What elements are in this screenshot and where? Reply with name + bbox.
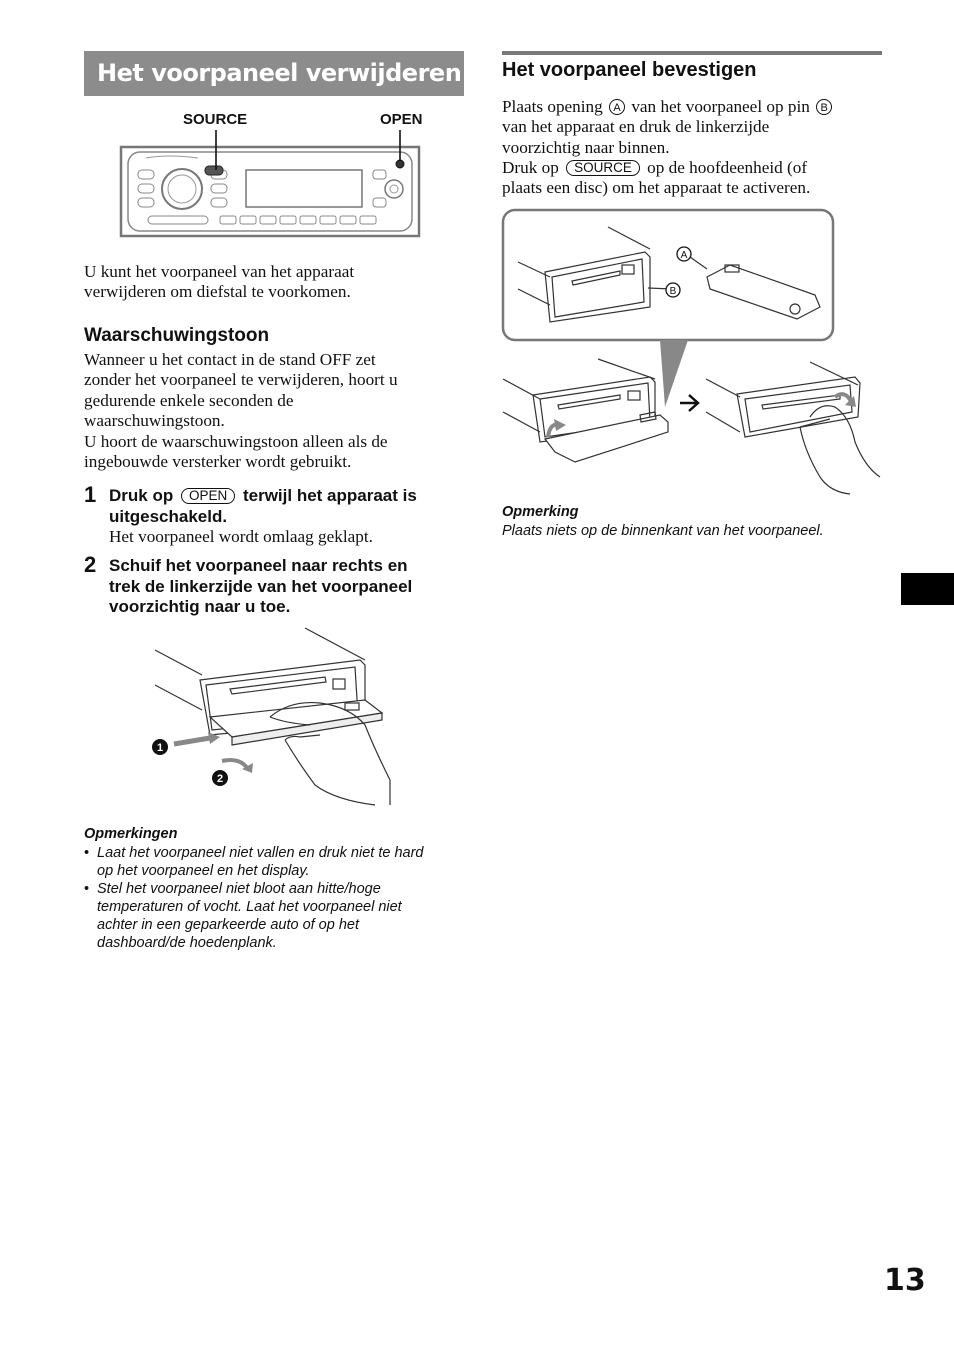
- chapter-tab: [901, 573, 954, 605]
- page-number: 13: [884, 1263, 926, 1298]
- remove-panel-illustration: [150, 625, 400, 810]
- section-rule: [502, 51, 882, 55]
- attach-panel-illustration: [500, 207, 885, 497]
- notes-list: [84, 844, 474, 952]
- attach-paragraph-2: Druk op SOURCE op de hoofdeenheid (of plaats een disc) om het apparaat te activeren.: [502, 158, 811, 198]
- section-title-remove: Het voorpaneel verwijderen: [84, 51, 464, 96]
- label-a-circle: A: [609, 99, 625, 115]
- warning-paragraph: Wanneer u het contact in de stand OFF zet zonder het voorpaneel te verwijderen, hoort u gedurende enkele seconden de waarschuwingstoon. U hoort de waarschuwingstoon alleen als de ingebouwde versterker wordt gebruikt.: [84, 350, 398, 472]
- note-text: Plaats niets op de binnenkant van het voorpaneel.: [502, 523, 824, 539]
- attach-paragraph-1: Plaats opening A van het voorpaneel op pin B van het apparaat en druk de linkerzijde voorzichtig naar binnen.: [502, 97, 892, 158]
- note-item: • Stel het voorpaneel niet bloot aan hitte/hoge temperaturen of vocht. Laat het voorpaneel niet achter in een geparkeerde auto of op het dashboard/de hoedenplank.: [84, 880, 474, 952]
- source-label: SOURCE: [183, 111, 248, 128]
- step-2-text: Schuif het voorpaneel naar rechts en trek de linkerzijde van het voorpaneel voorzichtig naar u toe.: [109, 556, 413, 616]
- front-panel-illustration: [118, 128, 424, 240]
- figure-label-b: B: [669, 286, 677, 297]
- open-label: OPEN: [380, 111, 423, 128]
- svg-text:1: 1: [156, 742, 164, 754]
- step-1-text: Druk op OPEN terwijl het apparaat is uitgeschakeld.: [109, 486, 417, 526]
- note-item: • Laat het voorpaneel niet vallen en druk niet te hard op het voorpaneel en het display.: [84, 844, 474, 880]
- label-b-circle: B: [816, 99, 832, 115]
- step-1-subtext: Het voorpaneel wordt omlaag geklapt.: [109, 527, 373, 546]
- figure-label-a: A: [680, 250, 688, 261]
- warning-heading: Waarschuwingstoon: [84, 325, 270, 346]
- step-1-number: 1: [84, 482, 97, 507]
- step-2-number: 2: [84, 552, 97, 577]
- section-title-attach: Het voorpaneel bevestigen: [502, 59, 757, 81]
- source-button-label: SOURCE: [566, 160, 640, 176]
- notes-heading: Opmerkingen: [84, 826, 178, 842]
- note-heading: Opmerking: [502, 504, 579, 520]
- intro-paragraph: U kunt het voorpaneel van het apparaat verwijderen om diefstal te voorkomen.: [84, 262, 355, 302]
- open-button-label: OPEN: [181, 488, 235, 504]
- svg-text:2: 2: [216, 773, 224, 785]
